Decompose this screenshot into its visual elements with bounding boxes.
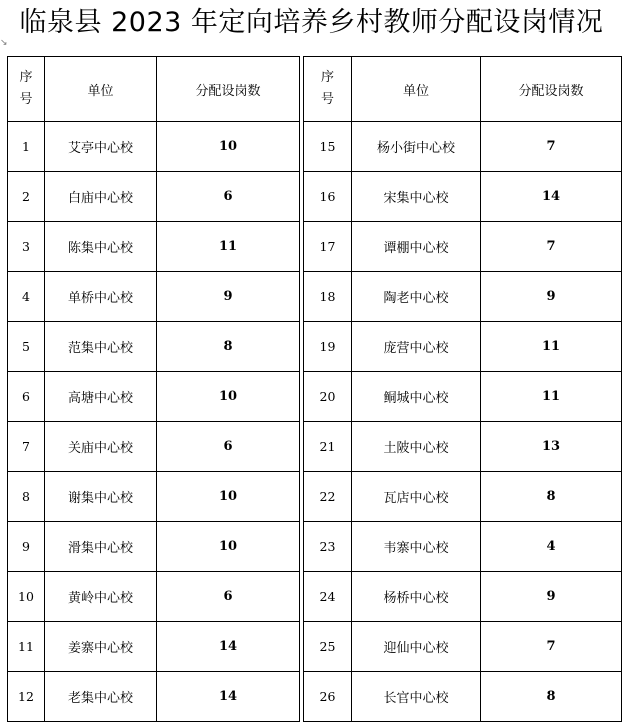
- row-count: 14: [157, 672, 300, 722]
- row-unit: 姜寨中心校: [45, 622, 157, 672]
- table-row: [8, 322, 300, 372]
- table-row: [304, 172, 622, 222]
- row-unit: 单桥中心校: [45, 272, 157, 322]
- table-row: [8, 522, 300, 572]
- row-seq: 26: [304, 672, 352, 722]
- row-count: 8: [481, 472, 622, 522]
- row-count: 9: [481, 572, 622, 622]
- row-count: 11: [157, 222, 300, 272]
- header-count: 分配设岗数: [157, 57, 300, 122]
- table-row: [304, 522, 622, 572]
- row-unit: 老集中心校: [45, 672, 157, 722]
- row-seq: 25: [304, 622, 352, 672]
- table-row: [8, 472, 300, 522]
- row-unit: 陈集中心校: [45, 222, 157, 272]
- row-seq: 24: [304, 572, 352, 622]
- header-unit: 单位: [352, 57, 481, 122]
- row-unit: 关庙中心校: [45, 422, 157, 472]
- row-seq: 1: [8, 122, 45, 172]
- table-row: [8, 222, 300, 272]
- header-seq: 序 号: [8, 57, 45, 122]
- row-unit: 长官中心校: [352, 672, 481, 722]
- row-count: 14: [481, 172, 622, 222]
- table-row: [304, 572, 622, 622]
- table-row: [304, 222, 622, 272]
- row-unit: 黄岭中心校: [45, 572, 157, 622]
- row-unit: 高塘中心校: [45, 372, 157, 422]
- row-seq: 12: [8, 672, 45, 722]
- row-unit: 杨桥中心校: [352, 572, 481, 622]
- row-count: 7: [481, 222, 622, 272]
- row-count: 6: [157, 422, 300, 472]
- row-count: 11: [481, 372, 622, 422]
- row-unit: 庞营中心校: [352, 322, 481, 372]
- row-unit: 谭棚中心校: [352, 222, 481, 272]
- table-row: [304, 272, 622, 322]
- row-unit: 白庙中心校: [45, 172, 157, 222]
- table-row: [8, 372, 300, 422]
- row-count: 9: [157, 272, 300, 322]
- row-count: 6: [157, 172, 300, 222]
- table-header-row: [304, 57, 622, 122]
- row-count: 10: [157, 372, 300, 422]
- row-unit: 迎仙中心校: [352, 622, 481, 672]
- table-row: [304, 322, 622, 372]
- row-seq: 8: [8, 472, 45, 522]
- row-unit: 韦寨中心校: [352, 522, 481, 572]
- header-seq: 序 号: [304, 57, 352, 122]
- row-count: 4: [481, 522, 622, 572]
- table-anchor-icon: ↘: [0, 38, 8, 48]
- table-row: [8, 572, 300, 622]
- row-seq: 18: [304, 272, 352, 322]
- table-row: [8, 622, 300, 672]
- page-title: 临泉县 2023 年定向培养乡村教师分配设岗情况: [19, 7, 604, 38]
- table-row: [304, 472, 622, 522]
- row-count: 7: [481, 622, 622, 672]
- row-count: 10: [157, 522, 300, 572]
- allocation-table-left: [7, 56, 300, 722]
- row-seq: 9: [8, 522, 45, 572]
- row-count: 11: [481, 322, 622, 372]
- table-row: [8, 122, 300, 172]
- row-seq: 11: [8, 622, 45, 672]
- row-seq: 17: [304, 222, 352, 272]
- row-count: 8: [157, 322, 300, 372]
- table-row: [304, 622, 622, 672]
- table-row: [8, 272, 300, 322]
- header-count: 分配设岗数: [481, 57, 622, 122]
- row-seq: 21: [304, 422, 352, 472]
- row-unit: 陶老中心校: [352, 272, 481, 322]
- row-unit: 土陂中心校: [352, 422, 481, 472]
- row-seq: 16: [304, 172, 352, 222]
- row-count: 8: [481, 672, 622, 722]
- row-unit: 艾亭中心校: [45, 122, 157, 172]
- row-count: 10: [157, 122, 300, 172]
- row-seq: 4: [8, 272, 45, 322]
- row-unit: 谢集中心校: [45, 472, 157, 522]
- row-seq: 20: [304, 372, 352, 422]
- row-unit: 范集中心校: [45, 322, 157, 372]
- table-row: [8, 172, 300, 222]
- table-row: [304, 372, 622, 422]
- header-unit: 单位: [45, 57, 157, 122]
- row-count: 14: [157, 622, 300, 672]
- row-count: 13: [481, 422, 622, 472]
- row-count: 7: [481, 122, 622, 172]
- table-row: [304, 122, 622, 172]
- table-row: [304, 672, 622, 722]
- row-unit: 瓦店中心校: [352, 472, 481, 522]
- table-row: [8, 422, 300, 472]
- row-count: 9: [481, 272, 622, 322]
- row-unit: 杨小街中心校: [352, 122, 481, 172]
- table-row: [304, 422, 622, 472]
- row-seq: 7: [8, 422, 45, 472]
- table-header-row: [8, 57, 300, 122]
- row-seq: 23: [304, 522, 352, 572]
- row-seq: 22: [304, 472, 352, 522]
- row-seq: 5: [8, 322, 45, 372]
- row-count: 10: [157, 472, 300, 522]
- row-seq: 6: [8, 372, 45, 422]
- row-seq: 10: [8, 572, 45, 622]
- row-count: 6: [157, 572, 300, 622]
- row-seq: 3: [8, 222, 45, 272]
- table-row: [8, 672, 300, 722]
- row-seq: 15: [304, 122, 352, 172]
- row-unit: 宋集中心校: [352, 172, 481, 222]
- row-seq: 19: [304, 322, 352, 372]
- row-seq: 2: [8, 172, 45, 222]
- row-unit: 滑集中心校: [45, 522, 157, 572]
- row-unit: 鲖城中心校: [352, 372, 481, 422]
- allocation-table-right: [303, 56, 622, 722]
